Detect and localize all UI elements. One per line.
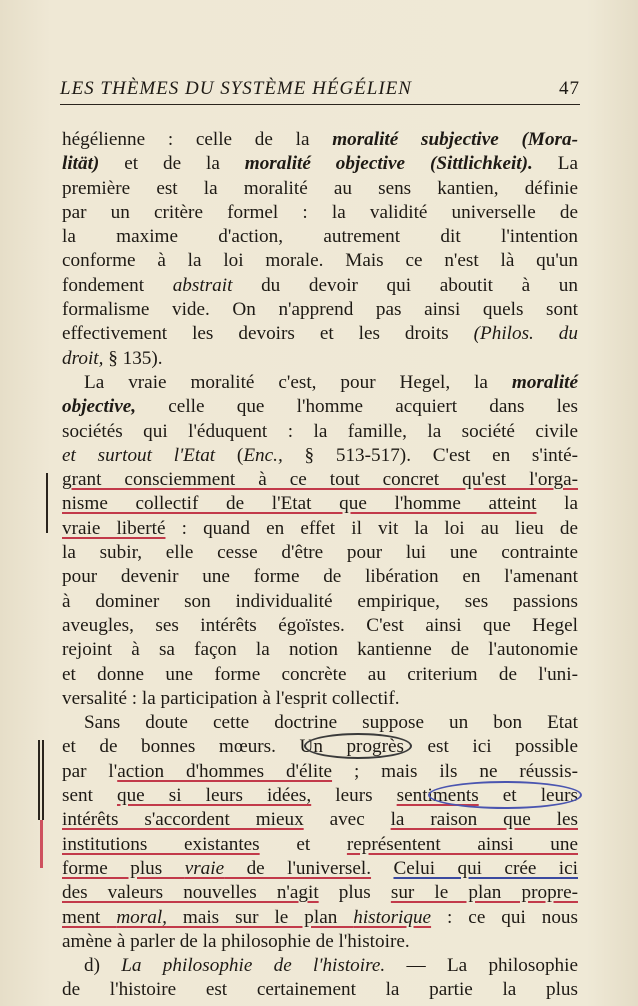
text-line: la maxime d'action, autrement dit l'intention — [62, 226, 578, 248]
text-line: des valeurs nouvelles n'agit plus sur le plan propre- — [62, 882, 578, 904]
text-line: ment moral, mais sur le plan historique : ce qui nous — [62, 906, 578, 928]
text-line: formalisme vide. On n'apprend pas ainsi quels sont — [62, 299, 578, 321]
text-line: droit, § 135). — [62, 347, 163, 369]
text-line: première est la moralité au sens kantien, définie — [62, 177, 578, 199]
blue-circle-annotation — [428, 781, 582, 809]
text-line: Sans doute cette doctrine suppose un bon Etat — [84, 712, 578, 734]
text-line: par un critère formel : la validité universelle de — [62, 201, 578, 223]
text-line: nisme collectif de l'Etat que l'homme atteint la — [62, 493, 578, 515]
text-line: sent que si leurs idées, leurs sentiments et leurs — [62, 785, 578, 807]
text-line: la subir, elle cesse d'être pour lui une contrainte — [62, 542, 578, 564]
text-line: rejoint à sa façon la notion kantienne de l'autonomie — [62, 639, 578, 661]
text-line: d) La philosophie de l'histoire. — La philosophie — [84, 955, 578, 977]
header-rule — [60, 104, 580, 105]
text-line: hégélienne : celle de la moralité subjective (Mora- — [62, 129, 578, 150]
text-line: lität) et de la moralité objective (Sittlichkeit). La — [62, 153, 578, 175]
text-line: fondement abstrait du devoir qui aboutit à un — [62, 274, 578, 296]
text-line: objective, celle que l'homme acquiert dans les — [62, 396, 578, 418]
running-title: LES THÈMES DU SYSTÈME HÉGÉLIEN — [60, 78, 412, 99]
margin-bracket-3 — [42, 740, 44, 820]
raison-circle-annotation — [304, 733, 412, 759]
text-line: sociétés qui l'éduquent : la famille, la société civile — [62, 420, 578, 442]
text-line: et surtout l'Etat (Enc., § 513-517). C'est en s'inté- — [62, 444, 579, 466]
text-line: aveugles, ses intérêts égoïstes. C'est ainsi que Hegel — [62, 614, 578, 636]
text-line: effectivement les devoirs et les droits (Philos. du — [62, 323, 578, 345]
text-line: grant consciemment à ce tout concret qu'est l'orga- — [62, 469, 578, 491]
text-line: de l'histoire est certainement la partie la plus — [62, 979, 578, 1001]
text-line: La vraie moralité c'est, pour Hegel, la moralité — [84, 371, 578, 393]
text-line: versalité : la participation à l'esprit collectif. — [62, 687, 400, 709]
text-line: forme plus vraie de l'universel. Celui qui crée ici — [62, 857, 578, 879]
margin-bracket-1 — [46, 473, 48, 533]
text-line: à dominer son individualité empirique, ses passions — [62, 590, 578, 612]
text-line: vraie liberté : quand en effet il vit la loi au lieu de — [62, 517, 578, 539]
margin-bracket-2 — [38, 740, 40, 820]
body-text — [62, 128, 578, 1003]
page-number: 47 — [559, 78, 580, 99]
text-line: conforme à la loi morale. Mais ce n'est là qu'un — [62, 250, 578, 272]
margin-red-mark — [40, 820, 43, 868]
text-line: institutions existantes et représentent ainsi une — [62, 833, 578, 855]
text-line: par l'action d'hommes d'élite ; mais ils ne réussis- — [62, 760, 578, 782]
text-line: intérêts s'accordent mieux avec la raison que les — [62, 809, 578, 831]
text-line: amène à parler de la philosophie de l'histoire. — [62, 930, 410, 952]
text-line: pour devenir une forme de libération en l'amenant — [62, 566, 578, 588]
text-line: et donne une forme concrète au criterium de l'uni- — [62, 663, 578, 685]
text-line: et de bonnes mœurs. Un progrès est ici possible — [62, 736, 578, 758]
